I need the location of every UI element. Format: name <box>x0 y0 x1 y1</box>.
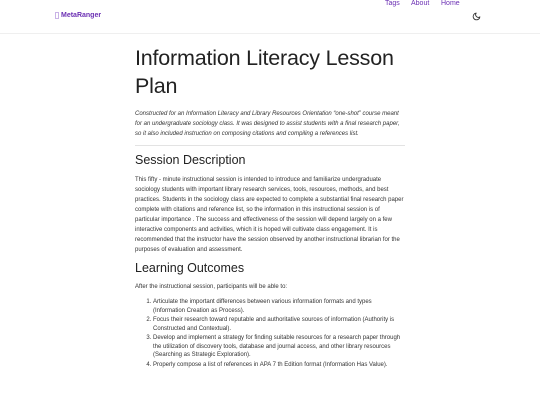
list-item: 4. Properly compose a list of references in APA 7 th Edition format (Information Has Value). <box>153 361 405 370</box>
section-divider <box>135 145 405 146</box>
list-item: 2. Focus their research toward reputable and authoritative sources of information (Authority is Constructed and Contextual). <box>153 316 405 333</box>
nav-link-about[interactable]: About <box>411 0 430 7</box>
learning-outcomes-intro: After the instructional session, participants will be able to: <box>135 284 288 290</box>
moon-icon <box>472 12 481 21</box>
session-description-heading: Session Description <box>135 153 246 167</box>
session-description-text: This fifty - minute instructional session is intended to introduce and familiarize undergraduate sociology students with important library research services, tools, resources, methods, and best practices. Students in the sociology class are expected to complete a substantial final research paper complete with citations and reference list, so the information in this instructional session is of particular importance . The success and effectiveness of the session will depend largely on a few interactive components and activities, which it is hoped will cultivate class engagement. It is recommended that the instructor have the session observed by another instructional librarian for the purposes of evaluation and assessment. <box>135 177 404 253</box>
site-brand-name: MetaRanger <box>61 12 102 19</box>
learning-outcomes-list <box>135 298 405 369</box>
list-item: 3. Develop and implement a strategy for finding suitable resources for a research paper through the utilization of discovery tools, database and journal access, and other library resources (Searching as Strategic Exploration). <box>153 334 405 360</box>
list-item: 1. Articulate the important differences between various information formats and types (Information Creation as Process). <box>153 298 405 315</box>
article-lede: Constructed for an Information Literacy and Library Resources Orientation “one-shot” course meant for an undergraduate sociology class. It was designed to assist students with a final research paper, so it also included instruction on composing citations and compiling a references list. <box>135 111 400 137</box>
article-content <box>135 44 405 370</box>
page-title: Information Literacy Lesson Plan <box>135 46 394 98</box>
brand-logo-icon <box>55 12 59 19</box>
nav-link-tags[interactable]: Tags <box>385 0 400 7</box>
learning-outcomes-heading: Learning Outcomes <box>135 261 245 275</box>
site-brand-link[interactable] <box>55 12 101 19</box>
top-navigation-bar <box>0 0 540 34</box>
nav-link-home[interactable]: Home <box>441 0 460 7</box>
theme-toggle-button[interactable] <box>471 11 481 21</box>
